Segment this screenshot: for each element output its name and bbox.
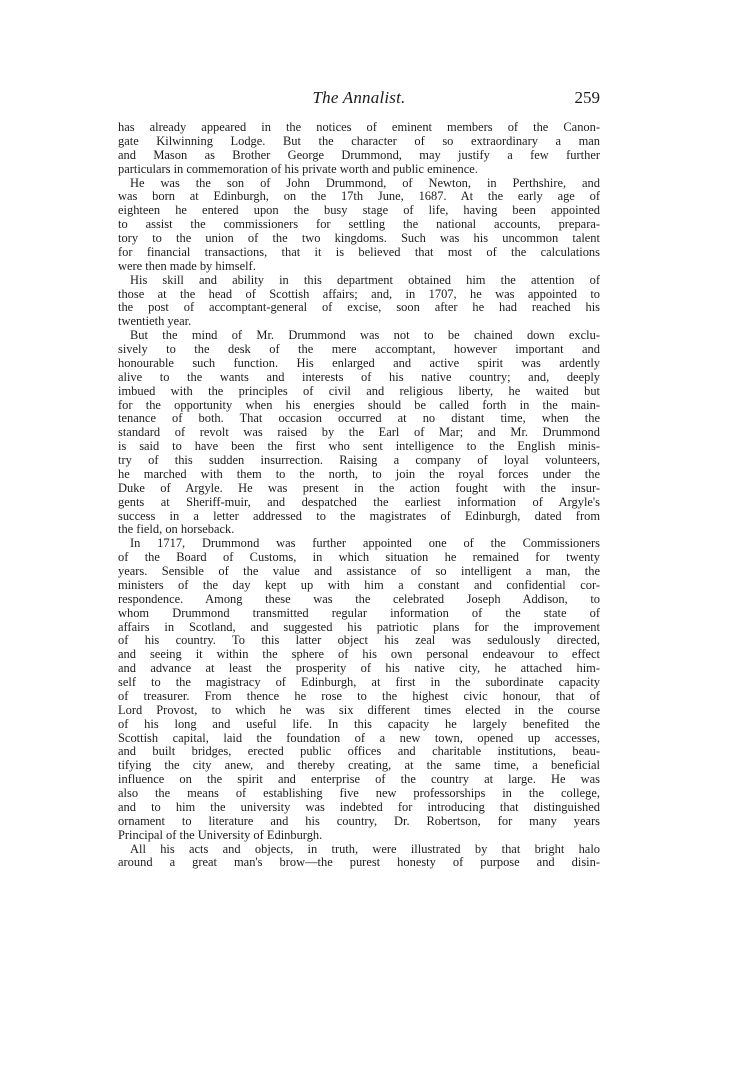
text-line: and seeing it within the sphere of his own personal endeavour to effect [118,647,600,662]
text-line: particulars in commemoration of his private worth and public eminence. [118,161,478,176]
text-line: All his acts and objects, in truth, were illustrated by that bright halo [130,841,600,856]
text-line: affairs in Scotland, and suggested his patriotic plans for the improvement [118,619,600,634]
text-line: He was the son of John Drummond, of Newton, in Perthshire, and [130,175,600,190]
text-line: has already appeared in the notices of eminent members of the Canon- [118,120,600,134]
page-number: 259 [574,88,600,107]
text-line: try of this sudden insurrection. Raising a company of loyal volunteers, [118,453,600,467]
text-line: tenance of both. That occasion occurred at no distant time, when the [118,411,600,426]
text-line: sively to the desk of the mere accomptant, however important and [118,342,600,356]
text-line: tory to the union of the two kingdoms. Such was his uncommon talent [118,231,600,245]
text-line: years. Sensible of the value and assistance of so intelligent a man, the [118,564,600,578]
text-line: But the mind of Mr. Drummond was not to be chained down exclu- [130,328,600,343]
text-line: tifying the city anew, and thereby creating, at the same time, a beneficial [118,758,600,773]
text-line: standard of revolt was raised by the Earl of Mar; and Mr. Drummond [118,425,600,440]
text-line: the field, on horseback. [118,522,235,537]
text-line: Lord Provost, to which he was six different times elected in the course [118,702,600,717]
text-line: were then made by himself. [118,258,256,273]
text-line: to assist the commissioners for settling the national accounts, prepara- [118,217,600,232]
text-line: and to him the university was indebted for introducing that distinguished [118,799,600,814]
text-line: around a great man's brow—the purest honesty of purpose and disin- [118,855,600,870]
text-line: Principal of the University of Edinburgh. [118,827,323,842]
text-line: alive to the wants and interests of his native country; and, deeply [118,369,600,384]
text-line: was born at Edinburgh, on the 17th June, 1687. At the early age of [118,189,600,204]
text-line: twentieth year. [118,314,192,329]
text-line: whom Drummond transmitted regular information of the state of [118,605,600,620]
text-line: honourable such function. His enlarged and active spirit was ardently [118,355,600,370]
text-line: Scottish capital, laid the foundation of a new town, opened up accesses, [118,730,600,745]
text-line: self to the magistracy of Edinburgh, at first in the subordinate capacity [118,675,600,689]
text-line: success in a letter addressed to the magistrates of Edinburgh, dated from [118,508,600,523]
text-line: influence on the spirit and enterprise of the country at large. He was [118,772,600,787]
text-line: and built bridges, erected public offices and charitable institutions, beau- [118,744,600,759]
text-line: and Mason as Brother George Drummond, may justify a few further [118,147,600,162]
text-line: of treasurer. From thence he rose to the highest civic honour, that of [118,688,600,703]
text-line: of his long and useful life. In this capacity he largely benefited the [118,716,600,731]
text-line: for financial transactions, that it is believed that most of the calculations [118,244,600,259]
text-line: also the means of establishing five new professorships in the college, [118,786,600,800]
running-head [118,88,600,112]
text-line: Duke of Argyle. He was present in the action fought with the insur- [118,480,600,495]
running-title: The Annalist. [312,88,406,107]
text-line: for the opportunity when his energies should be called forth in the main- [118,397,600,412]
text-line: In 1717, Drummond was further appointed one of the Commissioners [130,536,600,551]
text-line: of his country. To this latter object his zeal was sedulously directed, [118,633,600,648]
text-line: is said to have been the first who sent intelligence to the English minis- [118,439,600,454]
text-line: those at the head of Scottish affairs; and, in 1707, he was appointed to [118,286,600,301]
text-line: ornament to literature and his country, Dr. Robertson, for many years [118,813,600,828]
text-line: eighteen he entered upon the busy stage of life, having been appointed [118,203,600,218]
text-line: of the Board of Customs, in which situation he remained for twenty [118,550,600,565]
text-line: His skill and ability in this department obtained him the attention of [130,272,600,287]
text-line: gents at Sheriff-muir, and despatched the earliest information of Argyle's [118,494,600,509]
text-line: and advance at least the prosperity of his native city, he attached him- [118,661,600,676]
text-line: the post of accomptant-general of excise, soon after he had reached his [118,300,600,315]
text-line: ministers of the day kept up with him a constant and confidential cor- [118,577,600,592]
text-line: gate Kilwinning Lodge. But the character of so extraordinary a man [118,133,600,148]
body-text [118,121,600,870]
text-line: he marched with them to the north, to join the royal forces under the [118,466,600,481]
text-line: imbued with the principles of civil and religious liberty, he waited but [118,383,600,398]
text-line: respondence. Among these was the celebrated Joseph Addison, to [118,591,600,606]
